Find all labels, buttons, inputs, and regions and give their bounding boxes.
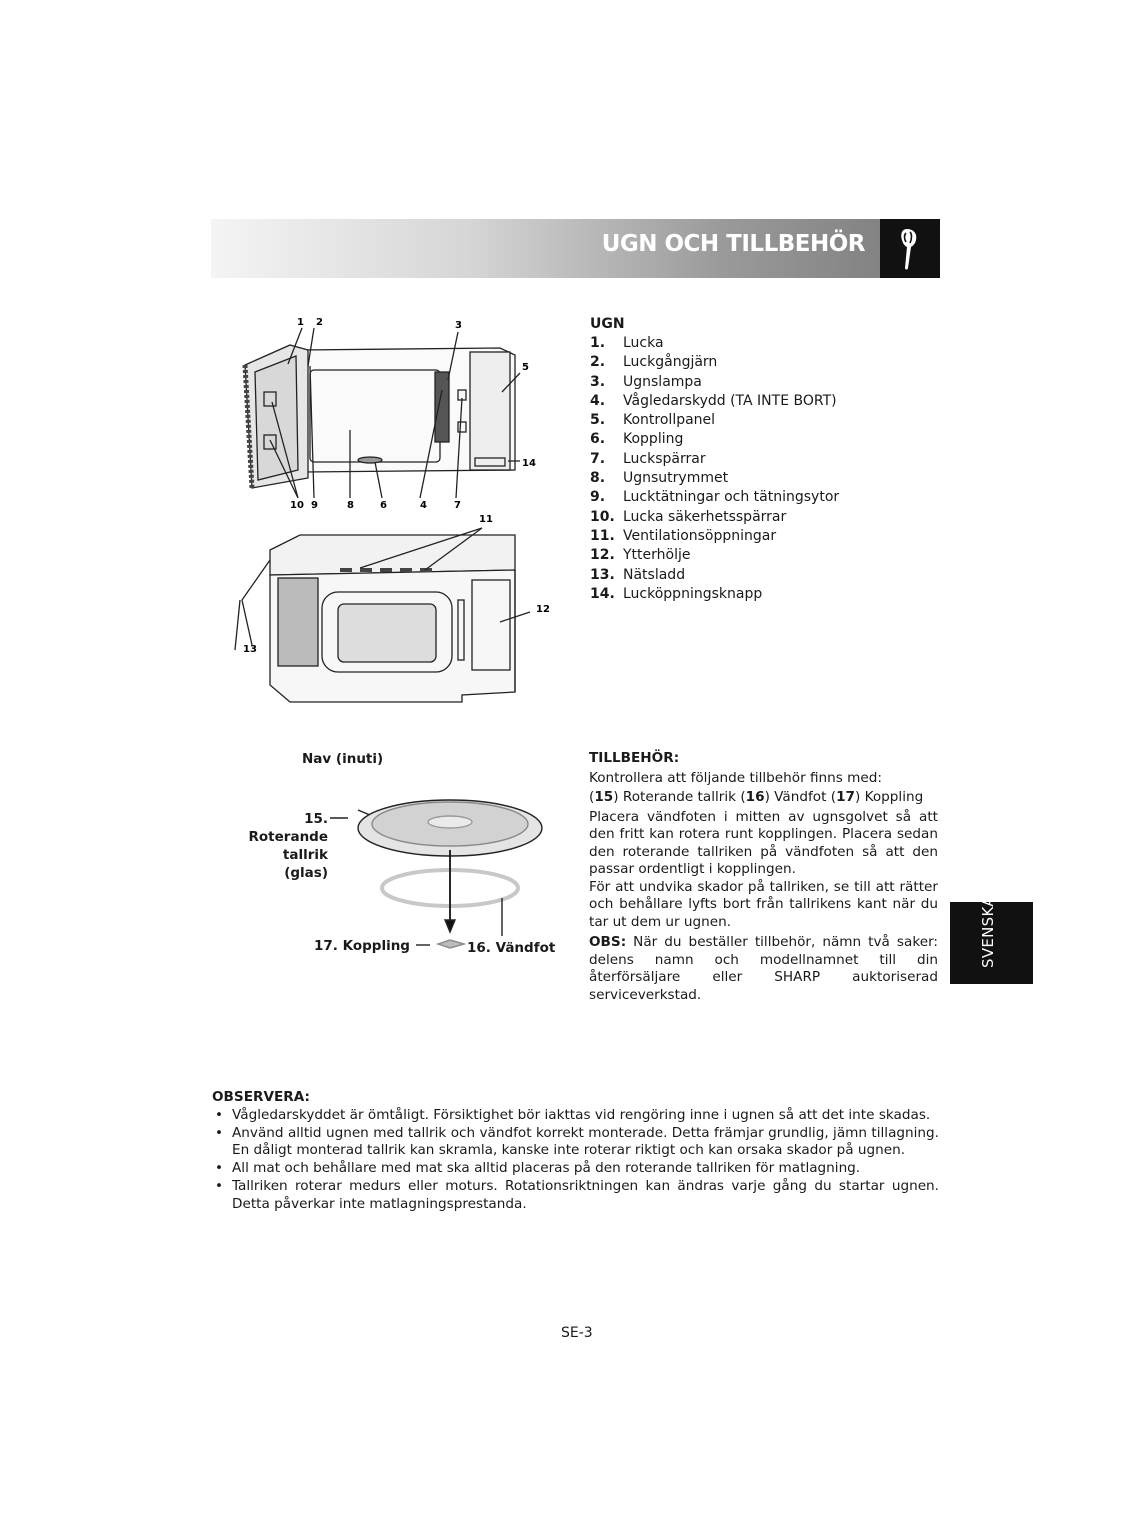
- oven-heading: UGN: [590, 316, 625, 332]
- list-item: • Vågledarskyddet är ömtåligt. Försiktighet bör iakttas vid rengöring inne i ugnen så att det inte skadas.: [212, 1107, 939, 1125]
- hub-label: Nav (inuti): [302, 751, 384, 767]
- notes-heading: OBSERVERA:: [212, 1089, 310, 1105]
- hand-pointing-icon: [880, 219, 940, 278]
- notes-section: [212, 1089, 939, 1214]
- callout-6: 6: [380, 500, 387, 511]
- accessories-section: [589, 750, 938, 1004]
- coupling-label: 17. Koppling: [314, 938, 410, 954]
- list-item: • All mat och behållare med mat ska alltid placeras på den roterande tallriken för matlagning.: [212, 1160, 939, 1178]
- accessories-heading: TILLBEHÖR:: [589, 750, 680, 766]
- language-tab: SVENSKA: [950, 902, 1033, 984]
- callout-13: 13: [243, 644, 257, 655]
- callout-3: 3: [455, 320, 462, 331]
- callout-2: 2: [316, 317, 323, 328]
- callout-4: 4: [420, 500, 427, 511]
- obs-note: OBS: När du beställer tillbehör, nämn två saker: delens namn och modellnamnet till din återförsäljare eller SHARP auktoriserad serviceverkstad.: [589, 934, 938, 1003]
- list-item: 3. Ugnslampa: [590, 373, 702, 390]
- list-item: • Använd alltid ugnen med tallrik och vändfot korrekt monterade. Detta främjar grundlig, jämn tillagning. En dåligt monterad tallrik kan skramla, kanske inte roterar riktigt och kan orsaka skador på ugnen.: [212, 1125, 939, 1161]
- list-item: 2. Luckgångjärn: [590, 354, 718, 371]
- callout-10: 10: [290, 500, 304, 511]
- callout-11: 11: [479, 514, 493, 525]
- parts-list: [590, 334, 910, 604]
- list-item: 11. Ventilationsöppningar: [590, 527, 777, 544]
- callout-5: 5: [522, 362, 529, 373]
- list-item: 10. Lucka säkerhetsspärrar: [590, 508, 787, 525]
- list-item: 13. Nätsladd: [590, 566, 686, 583]
- callout-12: 12: [536, 604, 550, 615]
- list-item: 1. Lucka: [590, 335, 664, 351]
- list-item: • Tallriken roterar medurs eller moturs. Rotationsriktningen kan ändras varje gång du startar ugnen. Detta påverkar inte matlagningsprestanda.: [212, 1178, 939, 1214]
- callout-1: 1: [297, 317, 304, 328]
- section-header: [211, 219, 940, 278]
- accessories-para-2: För att undvika skador på tallriken, se till att rätter och behållare lyfts bort från tallrikens kant när du tar ut dem ur ugnen.: [589, 878, 938, 930]
- accessories-intro: Kontrollera att följande tillbehör finns med:: [589, 769, 882, 786]
- list-item: 14. Lucköppningsknapp: [590, 585, 763, 602]
- list-item: 4. Vågledarskydd (TA INTE BORT): [590, 392, 837, 409]
- callout-14: 14: [522, 458, 536, 469]
- list-item: 5. Kontrollpanel: [590, 412, 716, 429]
- list-item: 12. Ytterhölje: [590, 547, 691, 564]
- oven-diagram: [230, 310, 575, 705]
- list-item: 9. Lucktätningar och tätningsytor: [590, 489, 840, 506]
- callout-9: 9: [311, 500, 318, 511]
- accessories-list: (15) Roterande tallrik (16) Vändfot (17) Koppling: [589, 789, 924, 805]
- accessories-para-1: Placera vändfoten i mitten av ugnsgolvet så att den fritt kan rotera runt kopplingen. Placera sedan den roterande tallriken på vändfoten så att den passar ordentligt i kopplingen.: [589, 808, 938, 877]
- callout-8: 8: [347, 500, 354, 511]
- turntable-label: 15. Roterande tallrik (glas): [248, 811, 328, 881]
- page-title: UGN OCH TILLBEHÖR: [601, 231, 865, 257]
- roller-label: 16. Vändfot: [467, 940, 556, 956]
- list-item: 8. Ugnsutrymmet: [590, 470, 729, 487]
- list-item: 6. Koppling: [590, 431, 684, 448]
- list-item: 7. Luckspärrar: [590, 450, 706, 467]
- callout-7: 7: [454, 500, 461, 511]
- page-number: SE-3: [561, 1325, 593, 1341]
